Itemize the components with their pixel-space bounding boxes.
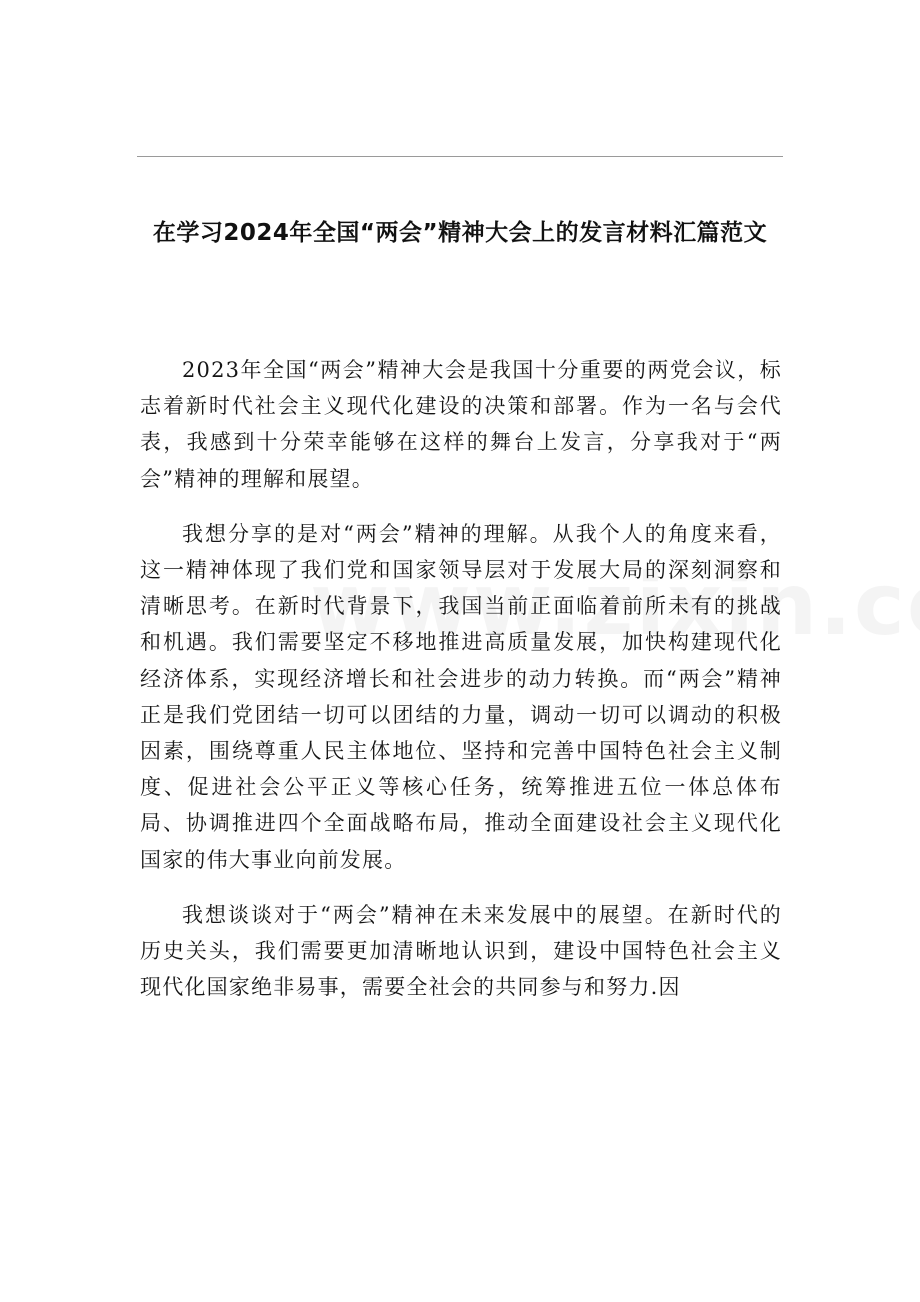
document-title: 在学习2024年全国“两会”精神大会上的发言材料汇篇范文 bbox=[152, 220, 768, 246]
paragraph-2: 我想分享的是对“两会”精神的理解。从我个人的角度来看，这一精神体现了我们党和国家领导层对于发展大局的深刻洞察和清晰思考。在新时代背景下，我国当前正面临着前所未有的挑战和机遇。我们需要坚定不移地推进高质量发展，加快构建现代化经济体系，实现经济增长和社会进步的动力转换。而“两会”精神正是我们党团结一切可以团结的力量，调动一切可以调动的积极因素，围绕尊重人民主体地位、坚持和完善中国特色社会主义制度、促进社会公平正义等核心任务，统筹推进五位一体总体布局、协调推进四个全面战略布局，推动全面建设社会主义现代化国家的伟大事业向前发展。 bbox=[140, 521, 782, 872]
header-rule bbox=[137, 156, 783, 157]
paragraph-1: 2023年全国“两会”精神大会是我国十分重要的两党会议，标志着新时代社会主义现代化建设的决策和部署。作为一名与会代表，我感到十分荣幸能够在这样的舞台上发言，分享我对于“两会”精神的理解和展望。 bbox=[140, 358, 782, 491]
paragraph-3: 我想谈谈对于“两会”精神在未来发展中的展望。在新时代的历史关头，我们需要更加清晰地认识到，建设中国特色社会主义现代化国家绝非易事，需要全社会的共同参与和努力.因 bbox=[140, 902, 782, 1000]
document-body bbox=[140, 352, 782, 1024]
